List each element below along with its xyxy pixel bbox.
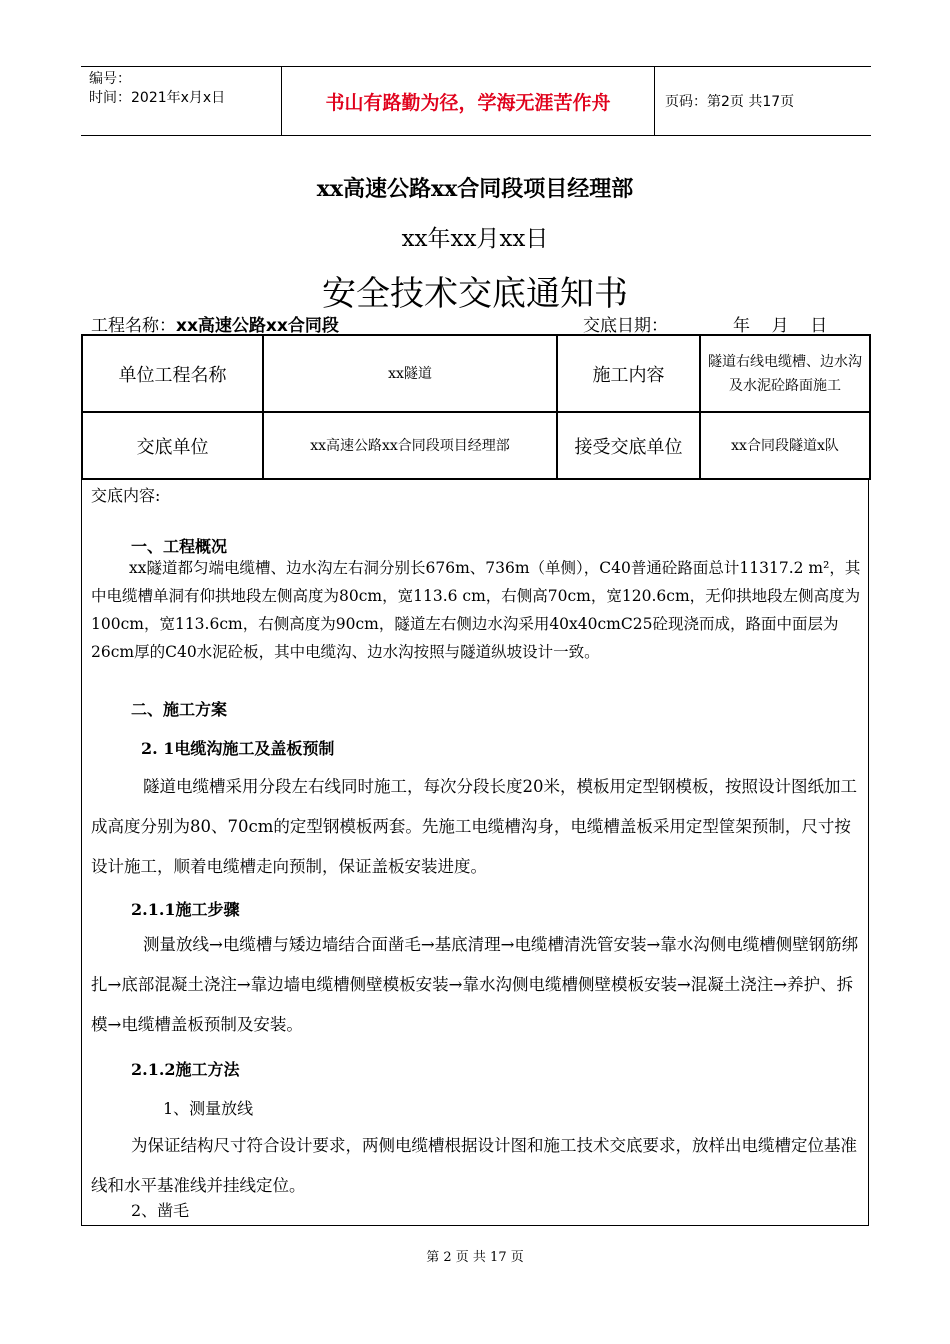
header-motto: 书山有路勤为径，学海无涯苦作舟	[281, 67, 655, 135]
project-name	[91, 311, 339, 336]
section-2-title: 二、施工方案	[131, 700, 228, 719]
section-2-1-1-body: 测量放线→电缆槽与矮边墙结合面凿毛→基底清理→电缆槽清洗管安装→靠水沟侧电缆槽侧壁钢筋绑扎→底部混凝土浇注→靠边墙电缆槽侧壁模板安装→靠水沟侧电缆槽侧壁模板安装→混凝土浇注→养护、拆模→电缆槽盖板预制及安装。	[91, 935, 859, 1034]
item-1-title: 1、测量放线	[163, 1099, 254, 1118]
handover-date-value: 年 月 日	[733, 316, 828, 336]
receiver-label: 接受交底单位	[557, 412, 700, 479]
organization-title: xx高速公路xx合同段项目经理部	[316, 176, 634, 202]
document-title: 安全技术交底通知书	[322, 274, 628, 314]
content-label: 交底内容:	[91, 486, 161, 505]
document-number: 编号：	[89, 71, 131, 87]
project-info-line	[91, 311, 871, 336]
unit-project-label: 单位工程名称	[82, 335, 263, 412]
item-2-title: 2、凿毛	[131, 1201, 190, 1220]
section-2-1-1-title: 2.1.1施工步骤	[131, 900, 240, 919]
work-content-value: 隧道右线电缆槽、边水沟及水泥砼路面施工	[700, 335, 870, 412]
issuer-value: xx高速公路xx合同段项目经理部	[263, 412, 557, 479]
document-time: 时间：2021年x月x日	[89, 90, 226, 106]
document-date: xx年xx月xx日	[401, 226, 549, 252]
project-name-value: xx高速公路xx合同段	[176, 316, 339, 336]
item-1-body: 为保证结构尺寸符合设计要求，两侧电缆槽根据设计图和施工技术交底要求，放样出电缆槽定位基准线和水平基准线并挂线定位。	[91, 1136, 857, 1195]
receiver-value: xx合同段隧道x队	[700, 412, 870, 479]
page-header	[81, 66, 871, 136]
section-1-title: 一、工程概况	[131, 537, 228, 556]
section-1-body: xx隧道都匀端电缆槽、边水沟左右洞分别长676m、736m（单侧），C40普通砼路面总计11317.2 m²，其中电缆槽单洞有仰拱地段左侧高度为80cm，宽113.6 cm，右侧高70cm，宽120.6cm，无仰拱地段左侧高度为100cm，宽113.6cm，右侧高度为90cm，隧道左右侧边水沟采用40x40cmC25砼现浇而成，路面中面层为26cm厚的C40水泥砼板，其中电缆沟、边水沟按照与隧道纵坡设计一致。	[91, 559, 861, 661]
page-footer: 第 2 页 共 17 页	[426, 1250, 524, 1265]
header-page-number: 页码：第2页 共17页	[665, 94, 795, 110]
issuer-label: 交底单位	[82, 412, 263, 479]
work-content-label: 施工内容	[557, 335, 700, 412]
handover-date-label: 交底日期：	[583, 316, 668, 336]
project-name-label: 工程名称：	[91, 316, 176, 336]
unit-project-value: xx隧道	[263, 335, 557, 412]
handover-info-table	[81, 334, 871, 480]
section-2-1-title: 2. 1电缆沟施工及盖板预制	[141, 739, 335, 758]
header-meta	[81, 67, 281, 135]
section-2-1-2-title: 2.1.2施工方法	[131, 1060, 240, 1079]
section-2-1-body: 隧道电缆槽采用分段左右线同时施工，每次分段长度20米，模板用定型钢模板，按照设计图纸加工成高度分别为80、70cm的定型钢模板两套。先施工电缆槽沟身，电缆槽盖板采用定型筐架预制，尺寸按设计施工，顺着电缆槽走向预制，保证盖板安装进度。	[91, 777, 857, 876]
